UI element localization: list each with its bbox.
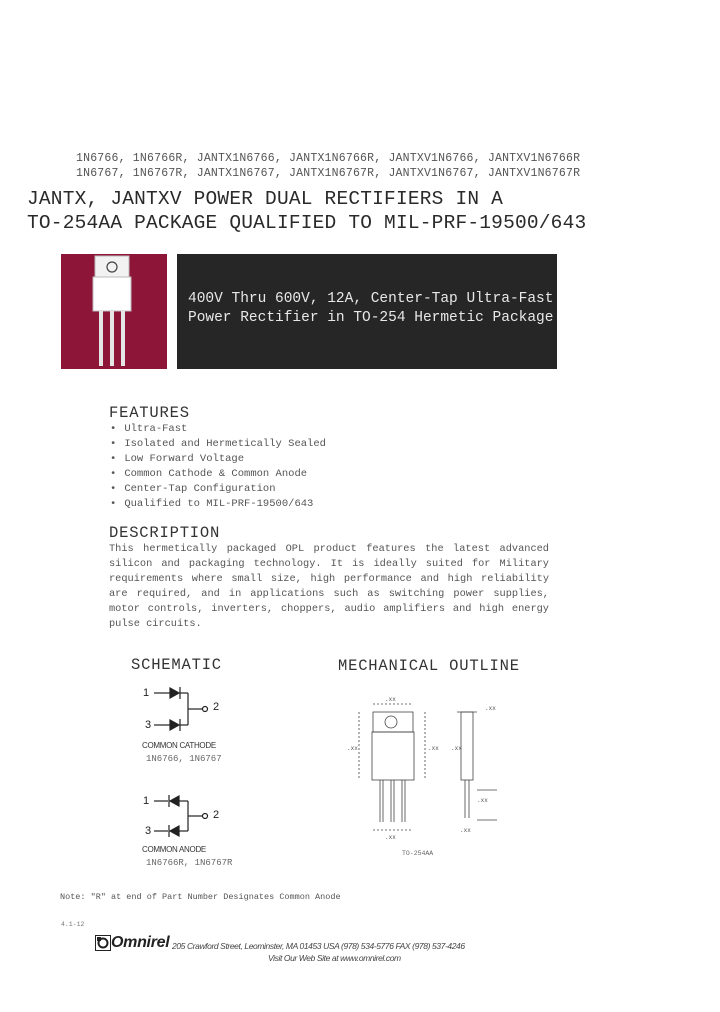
mechanical-outline-heading: MECHANICAL OUTLINE [338,657,520,675]
part-number-note: Note: "R" at end of Part Number Designates Common Anode [60,892,341,902]
feature-item: • Isolated and Hermetically Sealed [110,437,326,452]
features-list [110,422,326,512]
feature-item: • Common Cathode & Common Anode [110,467,326,482]
part-numbers [76,151,580,181]
common-cathode-parts: 1N6766, 1N6767 [146,754,222,764]
banner-line-2: Power Rectifier in TO-254 Hermetic Package [188,310,554,326]
banner-line-1: 400V Thru 600V, 12A, Center-Tap Ultra-Fast [188,291,554,307]
feature-item: • Center-Tap Configuration [110,482,326,497]
feature-item: • Ultra-Fast [110,422,326,437]
common-anode-parts: 1N6766R, 1N6767R [146,858,233,868]
mechanical-outline-drawing [345,690,505,850]
feature-item: • Low Forward Voltage [110,452,326,467]
pin-2-label: 2 [213,809,220,821]
svg-text:.xx: .xx [347,745,358,752]
company-address: 205 Crawford Street, Leominster, MA 01453 USA (978) 534-5776 FAX (978) 537-4246 [172,941,465,951]
svg-text:.xx: .xx [460,827,471,834]
schematic-heading: SCHEMATIC [131,656,222,674]
package-label: TO-254AA [402,850,434,857]
pin-1-label: 1 [143,687,150,699]
svg-text:.xx: .xx [385,834,396,841]
part-numbers-text: 1N6766, 1N6766R, JANTX1N6766, JANTX1N6766R, JANTXV1N6766, JANTXV1N6766R 1N6767, 1N6767R, JANTX1N6767, JANTX1N6767R, JANTXV1N6767, JANTXV1N6767R [76,152,581,180]
svg-text:.xx: .xx [385,696,396,703]
pin-2-label: 2 [213,701,220,713]
page-title-line-1: JANTX, JANTXV POWER DUAL RECTIFIERS IN A [27,188,504,210]
svg-text:.xx: .xx [477,797,488,804]
features-heading: FEATURES [109,404,190,422]
pin-3-label: 3 [145,825,152,837]
common-cathode-schematic [154,687,208,731]
common-anode-caption: COMMON ANODE [142,845,206,854]
company-logo-text: Omnirel [111,934,170,951]
feature-item: • Qualified to MIL-PRF-19500/643 [110,497,326,512]
pin-3-label: 3 [145,719,152,731]
pin-1-label: 1 [143,795,150,807]
description-heading: DESCRIPTION [109,524,221,542]
document-number: 4.1-12 [61,921,85,928]
omnirel-logo-icon [95,935,111,951]
to254-package-icon [61,254,167,369]
svg-text:.xx: .xx [485,705,496,712]
device-image-panel [61,254,167,369]
common-cathode-caption: COMMON CATHODE [142,741,216,750]
svg-text:.xx: .xx [451,745,462,752]
page-title-line-2: TO-254AA PACKAGE QUALIFIED TO MIL-PRF-19500/643 [27,212,587,234]
svg-text:.xx: .xx [428,745,439,752]
description-text: This hermetically packaged OPL product features the latest advanced silicon and packaging technology. It is ideally suited for Military requirements where small size, high performance and high reliability are required, and in applications such as switching power supplies, motor controls, inverters, choppers, audio amplifiers and high energy pulse circuits. [109,543,549,630]
common-anode-schematic [154,795,208,837]
company-website[interactable]: Visit Our Web Site at www.omnirel.com [268,953,401,963]
